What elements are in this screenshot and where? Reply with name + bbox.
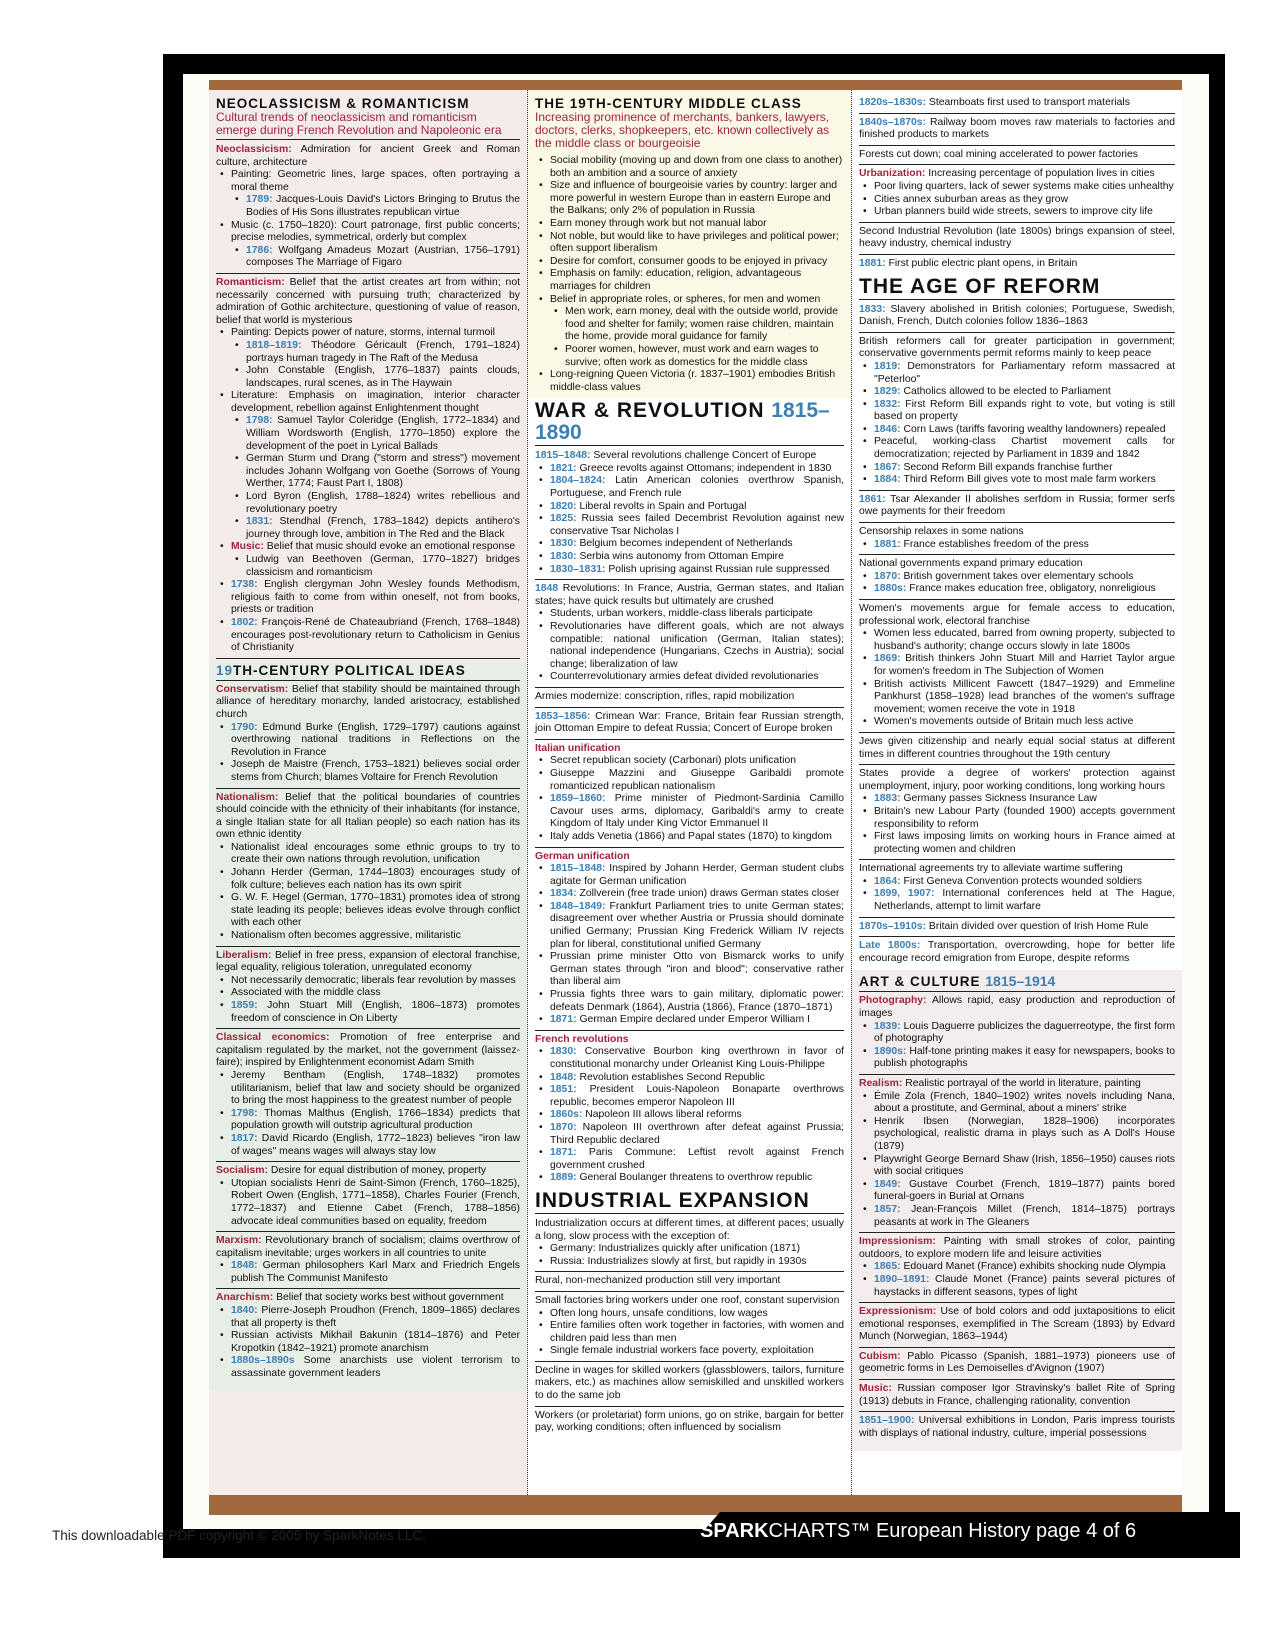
list-item: • 1820: Liberal revolts in Spain and Portugal — [550, 501, 844, 514]
list-item: • Russian activists Mikhail Bakunin (1814–1876) and Peter Kropotkin (1842–1921) promote anarchism — [231, 1330, 520, 1355]
list-item: • Secret republican society (Carbonari) plots unification — [550, 755, 844, 768]
list-item: • 1849: Gustave Courbet (French, 1819–1877) paints bored funeral-goers in Burial at Ornans — [874, 1179, 1175, 1204]
list-item: • 1857: Jean-François Millet (French, 1814–1875) portrays peasants at work in The Gleaners — [874, 1204, 1175, 1229]
list-item: • 1870: Napoleon III overthrown after defeat against Prussia; Third Republic declared — [550, 1122, 844, 1147]
block-steamboats: 1820s–1830s: Steamboats first used to transport materials — [859, 96, 1175, 114]
copyright-notice: This downloadable PDF copyright © 2005 by SparkNotes LLC. — [52, 1528, 426, 1543]
list-item: • Jeremy Bentham (English, 1748–1832) promotes utilitarianism, belief that law and society should be organized to bring the most happiness to the greatest number of people — [231, 1070, 520, 1108]
list-item: • Not necessarily democratic; liberals fear revolution by masses — [231, 975, 520, 988]
list-item: • Entire families often work together in factories, with women and children paid less than men — [550, 1320, 844, 1345]
section-title-art-culture — [859, 974, 1175, 992]
block-intro: International agreements try to alleviate wartime suffering — [859, 863, 1123, 875]
list-item: • Urban planners build wide streets, sewers to improve city life — [874, 206, 1175, 219]
list-item: • 1890s: Half-tone printing makes it easy for newspapers, books to publish photographs — [874, 1046, 1175, 1071]
list-item: • 1830: Serbia wins autonomy from Ottoman Empire — [550, 551, 844, 564]
block-proletariat: Workers (or proletariat) form unions, go on strike, bargain for better pay, working conditions; often influenced by socialism — [535, 1409, 844, 1434]
list — [216, 1070, 520, 1158]
term-neoclassicism: Neoclassicism: Admiration for ancient Greek and Roman culture, architecture — [216, 144, 520, 168]
block-music: Music: Russian composer Igor Stravinsky's ballet Rite of Spring (1913) debuts in France, challenging rationality, convention — [859, 1382, 1175, 1412]
list-item: • Ludwig van Beethoven (German, 1770–1827) bridges classicism and romanticism — [246, 554, 520, 579]
list — [859, 1021, 1175, 1071]
list-item: • 1829: Catholics allowed to be elected to Parliament — [874, 386, 1175, 399]
list-item: • 1818–1819: Théodore Géricault (French, 1791–1824) portrays human tragedy in The Raft of the Medusa — [246, 340, 520, 365]
list — [535, 463, 844, 576]
list-item: • 1825: Russia sees failed Decembrist Revolution against new conservative Tsar Nicholas I — [550, 513, 844, 538]
term-liberalism: Liberalism: Belief in free press, expansion of electoral franchise, legal equality, religious toleration, unregulated economy — [216, 949, 520, 974]
brand-spark: SPARK — [700, 1520, 769, 1542]
list — [535, 1046, 844, 1185]
list-item: • First laws imposing limits on working hours in France aimed at protecting women and children — [874, 831, 1175, 856]
block-1848-revolutions — [535, 582, 844, 688]
list-item: • 1738: English clergyman John Wesley founds Methodism, religious faith to come from within oneself, not from books, priests or tradition — [231, 579, 520, 617]
list-item: • Size and influence of bourgeoisie varies by country: larger and more powerful in western Europe than in eastern Europe and the Balkans; only 2% of population in Russia — [550, 180, 844, 218]
list-item: • 1851: President Louis-Napoleon Bonaparte overthrows republic, becomes emperor Napoleon III — [550, 1084, 844, 1109]
list-item: • G. W. F. Hegel (German, 1770–1831) promotes idea of strong state leading its people; believes ideas evolve through conflict with each other — [231, 892, 520, 930]
list-item: • Revolutionaries have different goals, which are not always compatible: national unification (German, Italian states); national independence (Hungarians, Czechs in Austria); social change; liberalization of law — [550, 621, 844, 671]
list-item: • Earn money through work but not manual labor — [550, 218, 844, 231]
list-item: • Italy adds Venetia (1866) and Papal states (1870) to kingdom — [550, 831, 844, 844]
block-socialism — [216, 1164, 520, 1232]
block-workers-protection — [859, 767, 1175, 860]
section-title-middle-class: THE 19TH-CENTURY MIDDLE CLASS — [535, 96, 802, 111]
list-item: • Poorer women, however, must work and earn wages to survive; often work as domestics for the middle class — [565, 344, 844, 369]
list-item: • Music: Belief that music should evoke an emotional response — [231, 541, 520, 554]
title-years: 1815–1890 — [535, 399, 830, 445]
list-item: • 1883: Germany passes Sickness Insurance Law — [874, 793, 1175, 806]
list-item: • 1817: David Ricardo (English, 1772–1823) believes "iron law of wages" means wages will always stay low — [231, 1133, 520, 1158]
section-title-industrial-expansion: INDUSTRIAL EXPANSION — [535, 1190, 844, 1214]
list-item: • Prussia fights three wars to gain military, diplomatic power: defeats Denmark (1864), Austria (1866), France (1870–1871) — [550, 989, 844, 1014]
block-neoclassicism — [216, 143, 520, 274]
list — [859, 539, 1175, 552]
title-years: 1815–1914 — [985, 973, 1056, 990]
list-item: • Not noble, but would like to have privileges and political power; often support liberalism — [550, 231, 844, 256]
list-item: • British activists Millicent Fawcett (1847–1929) and Emmeline Pankhurst (1858–1928) lead branches of the women's suffrage movement; women receive the vote in 1918 — [874, 679, 1175, 717]
block-intro: Censorship relaxes in some nations — [859, 526, 1024, 538]
block-intro: Photography: Allows rapid, easy production and reproduction of images — [859, 995, 1176, 1020]
list-item: • 1839: Louis Daguerre publicizes the daguerreotype, the first form of photography — [874, 1021, 1175, 1046]
list-item: • Playwright George Bernard Shaw (Irish, 1856–1950) causes riots with social critiques — [874, 1154, 1175, 1179]
art-culture-panel — [852, 970, 1182, 1451]
list — [859, 1091, 1175, 1230]
block-coal: Forests cut down; coal mining accelerated to power factories — [859, 148, 1175, 166]
list-item: • Poor living quarters, lack of sewer systems make cities unhealthy — [874, 181, 1175, 194]
list-item: • 1830–1831: Polish uprising against Russian rule suppressed — [550, 564, 844, 577]
subheading: German unification — [535, 850, 630, 862]
column-right — [851, 90, 1182, 1495]
list — [535, 863, 844, 1027]
block-industrialization — [535, 1217, 844, 1272]
list — [859, 876, 1175, 914]
section-subtitle: Increasing prominence of merchants, bankers, lawyers, doctors, clerks, shopkeepers, etc. known collectively as the middle class or bourgeoisie — [535, 110, 830, 150]
section-subtitle: Cultural trends of neoclassicism and romanticism emerge during French Revolution and Napoleonic era — [216, 111, 520, 140]
list-item: • Men work, earn money, deal with the outside world, provide food and shelter for family; women raise children, maintain the home, provide moral guidance for family — [565, 306, 844, 344]
list — [859, 793, 1175, 856]
block-nationalism — [216, 791, 520, 947]
block-intro: 1815–1848: Several revolutions challenge Concert of Europe — [535, 450, 817, 462]
list-item: • 1802: François-René de Chateaubriand (French, 1768–1848) encourages post-revolutionary return to Catholicism in Genius of Christianity — [231, 617, 520, 655]
block-jews: Jews given citizenship and nearly equal social status at different times in different countries throughout the 19th century — [859, 735, 1175, 765]
block-italian-unification — [535, 742, 844, 848]
list-item: • 1832: First Reform Bill expands right to vote, but voting is still based on property — [874, 399, 1175, 424]
list-item: • Literature: Emphasis on imagination, interior character development, rebellion against Enlightenment thought — [231, 390, 520, 415]
block-anarchism — [216, 1291, 520, 1383]
list-item: • 1815–1848: Inspired by Johann Herder, German student clubs agitate for German unification — [550, 863, 844, 888]
block-intro: 1848 Revolutions: In France, Austria, German states, and Italian states; have quick results but ultimately are crushed — [535, 583, 844, 607]
column-left — [209, 90, 527, 1495]
block-electric: 1881: First public electric plant opens, in Britain — [859, 257, 1078, 269]
block-intro: States provide a degree of workers' protection against unemployment, injury, poor working conditions, long working hours — [859, 768, 1175, 792]
page-indicator: European History page 4 of 6 — [870, 1520, 1137, 1542]
block-intro: British reformers call for greater participation in government; conservative governments permit reforms mainly to keep peace — [859, 335, 1175, 360]
list-item: • Nationalism often becomes aggressive, militaristic — [231, 930, 520, 943]
block-irish-home-rule: 1870s–1910s: Britain divided over question of Irish Home Rule — [859, 920, 1175, 938]
list-item: • Associated with the middle class — [231, 987, 520, 1000]
list-item: • 1831: Stendhal (French, 1783–1842) depicts antihero's journey through love, ambition in The Red and the Black — [246, 516, 520, 541]
term-socialism: Socialism: Desire for equal distribution of money, property — [216, 1165, 487, 1177]
list — [535, 1243, 844, 1268]
list-item: • Desire for comfort, consumer goods to be enjoyed in privacy — [550, 256, 844, 269]
block-intro: Urbanization: Increasing percentage of population lives in cities — [859, 168, 1155, 180]
list-item: • 1840: Pierre-Joseph Proudhon (French, 1809–1865) declares that all property is theft — [231, 1305, 520, 1330]
list-item: • 1846: Corn Laws (tariffs favoring wealthy landowners) repealed — [874, 424, 1175, 437]
list-item: • 1859: John Stuart Mill (English, 1806–1873) promotes freedom of conscience in On Liberty — [231, 1000, 520, 1025]
list-item: • Lord Byron (English, 1788–1824) writes rebellious and revolutionary poetry — [246, 491, 520, 516]
list-item: • 1821: Greece revolts against Ottomans; independent in 1830 — [550, 463, 844, 476]
list-item: • Peaceful, working-class Chartist movement calls for democratization; rejected by Parliament in 1839 and 1842 — [874, 436, 1175, 461]
block-censorship — [859, 525, 1175, 555]
list-item: • 1899, 1907: International conferences held at The Hague, Netherlands, attempt to limit warfare — [874, 888, 1175, 913]
block-small-factories — [535, 1294, 844, 1362]
list-item: • Johann Herder (German, 1744–1803) encourages study of folk culture; believes each nation has its own spirit — [231, 867, 520, 892]
list — [859, 361, 1175, 487]
block-second-industrial: Second Industrial Revolution (late 1800s) brings expansion of steel, heavy industry, chemical industry — [859, 225, 1175, 255]
block-realism — [859, 1077, 1175, 1233]
list — [535, 155, 844, 394]
list-item: • 1804–1824: Latin American colonies overthrow Spanish, Portuguese, and French rule — [550, 475, 844, 500]
section-title-neoclassicism: NEOCLASSICISM & ROMANTICISM — [216, 96, 470, 111]
list-item: • 1830: Belgium becomes independent of Netherlands — [550, 538, 844, 551]
list-item: • 1786: Wolfgang Amadeus Mozart (Austrian, 1756–1791) composes The Marriage of Figaro — [246, 245, 520, 270]
block-romanticism — [216, 276, 520, 659]
list-item: • 1889: General Boulanger threatens to overthrow republic — [550, 1172, 844, 1185]
list-item: • Women less educated, barred from owning property, subjected to husband's authority; change occurs slowly in late 1800s — [874, 628, 1175, 653]
block-crimean-war: 1853–1856: Crimean War: France, Britain fear Russian strength, join Ottoman Empire to defeat Russia; Concert of Europe broken — [535, 710, 844, 740]
list-item: • Emphasis on family: education, religion, advantageous marriages for children — [550, 268, 844, 293]
list-item: • Painting: Geometric lines, large spaces, often portraying a moral theme — [231, 169, 520, 194]
list-item: • 1789: Jacques-Louis David's Lictors Bringing to Brutus the Bodies of His Sons illustrates republican virtue — [246, 194, 520, 219]
list-item: • 1848–1849: Frankfurt Parliament tries to unite German states; disagreement over whether Austria or Prussia should dominate unified Germany; Prussian King Frederick William IV rejects plan for liberal, constitutional unified Germany — [550, 901, 844, 951]
list-item: • 1884: Third Reform Bill gives vote to most male farm workers — [874, 474, 1175, 487]
list — [216, 327, 520, 654]
block-slavery: 1833: Slavery abolished in British colonies; Portuguese, Swedish, Danish, French, Dutch colonies follow 1836–1863 — [859, 303, 1175, 333]
brand-charts: CHARTS™ — [768, 1520, 871, 1542]
block-cubism: Cubism: Pablo Picasso (Spanish, 1881–1973) pioneers use of geometric forms in Les Demoiselles d'Avignon (1907) — [859, 1350, 1175, 1380]
block-revolutions-1815 — [535, 449, 844, 580]
list-item: • 1848: German philosophers Karl Marx and Friedrich Engels publish The Communist Manifesto — [231, 1260, 520, 1285]
list-item: • 1867: Second Reform Bill expands franchise further — [874, 462, 1175, 475]
block-french-revolutions — [535, 1033, 844, 1188]
list — [216, 1260, 520, 1285]
block-classical-economics — [216, 1031, 520, 1162]
list — [216, 1305, 520, 1381]
list-item: • Russia: Industrializes slowly at first, but rapidly in 1930s — [550, 1256, 844, 1269]
list-item: • 1880s: France makes education free, obligatory, nonreligious — [874, 583, 1175, 596]
block-conservatism — [216, 683, 520, 789]
term-classical-economics: Classical economics: Promotion of free enterprise and capitalism regulated by the market, not the government (laissez-faire); inspired by Enlightenment economist Adam Smith — [216, 1032, 520, 1069]
block-liberalism — [216, 949, 520, 1030]
list-item: • Single female industrial workers face poverty, exploitation — [550, 1345, 844, 1358]
list — [535, 608, 844, 684]
list-item: • 1819: Demonstrators for Parliamentary reform massacred at "Peterloo" — [874, 361, 1175, 386]
footer-title — [700, 1520, 1136, 1543]
list-item: • Students, urban workers, middle-class liberals participate — [550, 608, 844, 621]
list-item: • 1869: British thinkers John Stuart Mill and Harriet Taylor argue for women's freedom in The Subjection of Women — [874, 653, 1175, 678]
term-anarchism: Anarchism: Belief that society works best without government — [216, 1292, 504, 1304]
block-education — [859, 557, 1175, 600]
block-intro: Impressionism: Painting with small strokes of color, painting outdoors, to explore modern life and leisure activities — [859, 1236, 1175, 1260]
list — [216, 975, 520, 1025]
block-emigration: Late 1800s: Transportation, overcrowding, hope for better life encourage record emigration from Europe, despite reforms — [859, 940, 1175, 964]
list-item: • John Constable (English, 1776–1837) paints clouds, landscapes, rural scenes, as in The Haywain — [246, 365, 520, 390]
list — [859, 1261, 1175, 1299]
list-item: • 1798: Samuel Taylor Coleridge (English, 1772–1834) and William Wordsworth (English, 1770–1850) explore the development of the poet in Lyrical Ballads — [246, 415, 520, 453]
block-intro: Realism: Realistic portrayal of the world in literature, painting — [859, 1078, 1141, 1089]
list-item: • Women's movements outside of Britain much less active — [874, 716, 1175, 729]
list-item: • 1890–1891: Claude Monet (France) paints several pictures of haystacks in different seasons, types of light — [874, 1274, 1175, 1299]
title-text: WAR & REVOLUTION — [535, 399, 765, 423]
term-conservatism: Conservatism: Belief that stability should be maintained through alliance of hereditary monarchy, landed aristocracy, established church — [216, 683, 520, 720]
section-title-political-ideas: 19TH-CENTURY POLITICAL IDEAS — [216, 663, 520, 681]
list — [216, 722, 520, 785]
term-marxism: Marxism: Revolutionary branch of socialism; claims overthrow of capitalism inevitable; urges workers in all countries to unite — [216, 1235, 520, 1259]
list-item: • 1790: Edmund Burke (English, 1729–1797) cautions against overthrowing national traditions in Reflections on the Revolution in France — [231, 722, 520, 760]
block-serfdom: 1861: Tsar Alexander II abolishes serfdom in Russia; former serfs owe payments for their freedom — [859, 493, 1175, 523]
list-item: • Joseph de Maistre (French, 1753–1821) believes social order stems from Church; blames Voltaire for French Revolution — [231, 759, 520, 784]
list-item: • Nationalist ideal encourages some ethnic groups to try to create their own nations through revolution, unification — [231, 842, 520, 867]
list-item: • Giuseppe Mazzini and Giuseppe Garibaldi promote romanticized republican nationalism — [550, 768, 844, 793]
list — [535, 1308, 844, 1358]
list — [216, 169, 520, 270]
list — [859, 181, 1175, 219]
list-item: • Henrik Ibsen (Norwegian, 1828–1906) incorporates psychological, realistic drama in plays such as A Doll's House (1879) — [874, 1116, 1175, 1154]
list-item: • 1870: British government takes over elementary schools — [874, 571, 1175, 584]
content-columns — [209, 90, 1182, 1495]
middle-class-panel — [528, 90, 851, 398]
block-international-agreements — [859, 862, 1175, 917]
subheading: Italian unification — [535, 742, 621, 754]
block-intro: Industrialization occurs at different times, at different paces; usually a long, slow process with the exception of: — [535, 1217, 844, 1242]
column-middle — [527, 90, 851, 1495]
list-item: • 1830: Conservative Bourbon king overthrown in favor of constitutional monarchy under Orleanist King Louis-Philippe — [550, 1046, 844, 1071]
list-item: • Émile Zola (French, 1840–1902) writes novels including Nana, about a prostitute, and Germinal, about a miners' strike — [874, 1091, 1175, 1116]
list-item: • 1871: German Empire declared under Emperor William I — [550, 1014, 844, 1027]
block-wage-decline: Decline in wages for skilled workers (glassblowers, tailors, furniture makers, etc.) as machines allow semiskilled and unskilled workers to do the same job — [535, 1364, 844, 1407]
list-item: • Britain's new Labour Party (founded 1900) accepts government responsibility to reform — [874, 806, 1175, 831]
list — [859, 571, 1175, 596]
list-item: • 1848: Revolution establishes Second Republic — [550, 1072, 844, 1085]
term-nationalism: Nationalism: Belief that the political boundaries of countries should coincide with the ethnicity of their inhabitants (for instance, a single Italian state for all Italian people) so each nation has its own ethnic identity — [216, 791, 521, 841]
block-marxism — [216, 1234, 520, 1289]
title-text: ART & CULTURE — [859, 974, 981, 990]
block-womens-movements — [859, 602, 1175, 733]
block-intro: Small factories bring workers under one roof, constant supervision — [535, 1294, 840, 1306]
subheading: French revolutions — [535, 1033, 629, 1045]
block-german-unification — [535, 850, 844, 1031]
section-title-age-of-reform: THE AGE OF REFORM — [859, 276, 1175, 300]
list-item: • 1860s: Napoleon III allows liberal reforms — [550, 1109, 844, 1122]
list-item: • Music (c. 1750–1820): Court patronage, first public concerts; precise melodies, symmetrical, orderly but complex — [231, 220, 520, 245]
term-romanticism: Romanticism: Belief that the artist creates art from within; not necessarily concerned with pursuing truth; characterized by admiration of Gothic architecture, questioning of value of reason, belief that world is mysterious — [216, 276, 520, 326]
block-photography — [859, 994, 1175, 1075]
block-expressionism: Expressionism: Use of bold colors and odd juxtapositions to elicit emotional responses, exemplified in The Scream (1893) by Edvard Munch (Norwegian, 1863–1944) — [859, 1305, 1175, 1348]
list-item: • Painting: Depicts power of nature, storms, internal turmoil — [231, 327, 520, 340]
block-intro: National governments expand primary education — [859, 558, 1083, 570]
block-rural: Rural, non-mechanized production still very important — [535, 1274, 844, 1292]
list-item: • Prussian prime minister Otto von Bismarck works to unify German states through "iron and blood"; conservative rather than liberal aim — [550, 951, 844, 989]
political-ideas-panel — [209, 661, 527, 1390]
block-universal-exhibitions: 1851–1900: Universal exhibitions in London, Paris impress tourists with displays of national industry, culture, imperial possessions — [859, 1415, 1175, 1439]
block-british-reform — [859, 335, 1175, 491]
list-item: • 1859–1860: Prime minister of Piedmont-Sardinia Camillo Cavour uses arms, diplomacy, Garibaldi's army to create Kingdom of Italy under King Victor Emmanuel II — [550, 793, 844, 831]
list — [859, 628, 1175, 729]
list-item: • 1865: Edouard Manet (France) exhibits shocking nude Olympia — [874, 1261, 1175, 1274]
block-impressionism — [859, 1235, 1175, 1303]
list-item: • 1880s–1890s Some anarchists use violent terrorism to assassinate government leaders — [231, 1355, 520, 1380]
list-item: • Germany: Industrializes quickly after unification (1871) — [550, 1243, 844, 1256]
list-item: • 1798: Thomas Malthus (English, 1766–1834) predicts that population growth will outstrip agricultural production — [231, 1108, 520, 1133]
list — [216, 1178, 520, 1228]
list-item: • 1834: Zollverein (free trade union) draws German states closer — [550, 888, 844, 901]
section-title-war-revolution — [535, 400, 844, 446]
list — [216, 842, 520, 943]
list-item: • Utopian socialists Henri de Saint-Simon (French, 1760–1825), Robert Owen (English, 1771–1858), Charles Fourier (French, 1772–1837) and Etienne Cabet (French, 1788–1856) advocate ideal communities based on equality, freedom — [231, 1178, 520, 1228]
list-item: • Counterrevolutionary armies defeat divided revolutionaries — [550, 671, 844, 684]
list-item: • Cities annex suburban areas as they grow — [874, 194, 1175, 207]
list-item: • Social mobility (moving up and down from one class to another) both an ambition and a source of anxiety — [550, 155, 844, 180]
list-item: • 1881: France establishes freedom of the press — [874, 539, 1175, 552]
list-item: • German Sturm und Drang ("storm and stress") movement includes Johann Wolfgang von Goethe (Sorrows of Young Werther, 1774; Faust Part I, 1808) — [246, 453, 520, 491]
list — [535, 755, 844, 843]
list-item: • Belief in appropriate roles, or spheres, for men and women — [550, 294, 844, 307]
list-item: • 1871: Paris Commune: Leftist revolt against French government crushed — [550, 1147, 844, 1172]
block-armies: Armies modernize: conscription, rifles, rapid mobilization — [535, 690, 844, 708]
block-intro: Women's movements argue for female access to education, professional work, electoral franchise — [859, 603, 1175, 627]
list-item: • Long-reigning Queen Victoria (r. 1837–1901) embodies British middle-class values — [550, 369, 844, 394]
list-item: • Often long hours, unsafe conditions, low wages — [550, 1308, 844, 1321]
list-item: • 1864: First Geneva Convention protects wounded soldiers — [874, 876, 1175, 889]
block-railway: 1840s–1870s: Railway boom moves raw materials to factories and finished products to markets — [859, 116, 1175, 146]
block-urbanization — [859, 167, 1175, 222]
